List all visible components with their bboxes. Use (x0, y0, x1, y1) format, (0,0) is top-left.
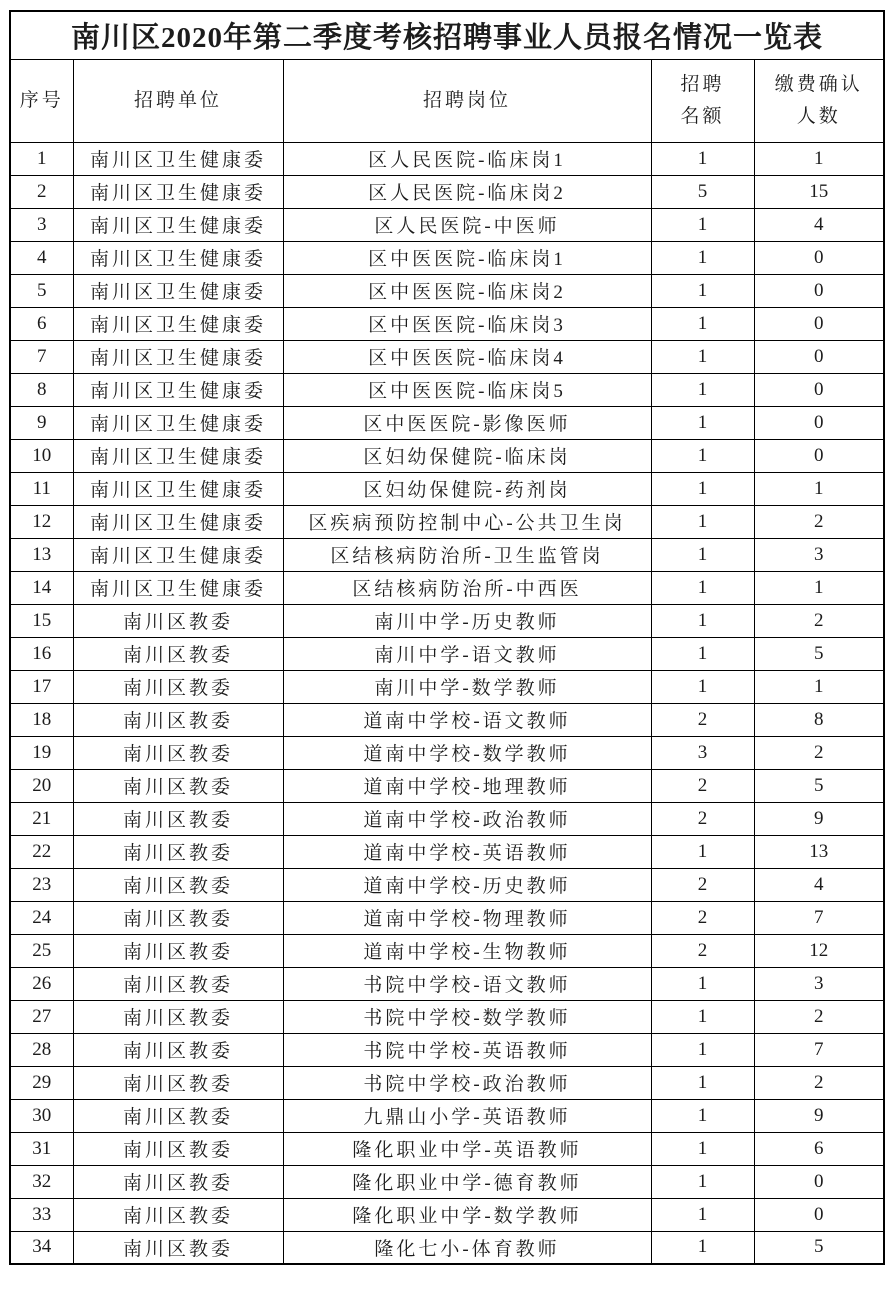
table-row (10, 637, 884, 670)
quota-cell: 1 (651, 835, 754, 868)
confirmed-count-cell: 5 (754, 1231, 884, 1264)
row-index-cell: 10 (10, 439, 73, 472)
page-title: 南川区2020年第二季度考核招聘事业人员报名情况一览表 (10, 11, 884, 59)
table-row (10, 934, 884, 967)
position-cell: 隆化职业中学-德育教师 (283, 1165, 651, 1198)
table-row (10, 835, 884, 868)
unit-cell: 南川区教委 (73, 604, 283, 637)
unit-cell: 南川区教委 (73, 1099, 283, 1132)
confirmed-count-cell: 0 (754, 340, 884, 373)
confirmed-count-cell: 13 (754, 835, 884, 868)
quota-cell: 1 (651, 1132, 754, 1165)
confirmed-count-cell: 9 (754, 1099, 884, 1132)
position-cell: 书院中学校-数学教师 (283, 1000, 651, 1033)
row-index-cell: 29 (10, 1066, 73, 1099)
row-index-cell: 11 (10, 472, 73, 505)
confirmed-count-cell: 2 (754, 736, 884, 769)
unit-cell: 南川区卫生健康委 (73, 439, 283, 472)
unit-cell: 南川区教委 (73, 1132, 283, 1165)
position-cell: 区中医医院-临床岗5 (283, 373, 651, 406)
title-row (10, 11, 884, 59)
position-cell: 九鼎山小学-英语教师 (283, 1099, 651, 1132)
table-row (10, 1033, 884, 1066)
table-body (10, 142, 884, 1264)
table-row (10, 868, 884, 901)
unit-cell: 南川区教委 (73, 736, 283, 769)
table-row (10, 571, 884, 604)
unit-cell: 南川区卫生健康委 (73, 208, 283, 241)
row-index-cell: 1 (10, 142, 73, 175)
quota-cell: 1 (651, 1099, 754, 1132)
unit-cell: 南川区教委 (73, 1231, 283, 1264)
quota-cell: 1 (651, 406, 754, 439)
table-head (10, 11, 884, 142)
confirmed-count-cell: 0 (754, 373, 884, 406)
table-row (10, 736, 884, 769)
row-index-cell: 13 (10, 538, 73, 571)
table-row (10, 901, 884, 934)
row-index-cell: 33 (10, 1198, 73, 1231)
position-cell: 南川中学-语文教师 (283, 637, 651, 670)
position-cell: 南川中学-数学教师 (283, 670, 651, 703)
unit-cell: 南川区卫生健康委 (73, 142, 283, 175)
table-row (10, 1165, 884, 1198)
table-row (10, 1231, 884, 1264)
quota-cell: 1 (651, 538, 754, 571)
column-header-unit-label: 招聘单位 (133, 89, 222, 111)
row-index-cell: 31 (10, 1132, 73, 1165)
row-index-cell: 5 (10, 274, 73, 307)
column-header-index-label: 序号 (19, 89, 64, 111)
quota-cell: 1 (651, 1198, 754, 1231)
quota-cell: 1 (651, 637, 754, 670)
unit-cell: 南川区教委 (73, 703, 283, 736)
unit-cell: 南川区卫生健康委 (73, 472, 283, 505)
table-row (10, 307, 884, 340)
unit-cell: 南川区卫生健康委 (73, 307, 283, 340)
confirmed-count-cell: 3 (754, 967, 884, 1000)
quota-cell: 1 (651, 307, 754, 340)
position-cell: 区妇幼保健院-临床岗 (283, 439, 651, 472)
row-index-cell: 24 (10, 901, 73, 934)
quota-cell: 2 (651, 802, 754, 835)
confirmed-count-cell: 12 (754, 934, 884, 967)
quota-cell: 1 (651, 208, 754, 241)
row-index-cell: 16 (10, 637, 73, 670)
column-header-position-label: 招聘岗位 (422, 89, 511, 111)
row-index-cell: 2 (10, 175, 73, 208)
quota-cell: 2 (651, 934, 754, 967)
confirmed-count-cell: 0 (754, 274, 884, 307)
position-cell: 区结核病防治所-卫生监管岗 (283, 538, 651, 571)
position-cell: 区中医医院-临床岗2 (283, 274, 651, 307)
confirmed-count-cell: 0 (754, 406, 884, 439)
quota-cell: 3 (651, 736, 754, 769)
table-row (10, 505, 884, 538)
quota-cell: 1 (651, 1066, 754, 1099)
row-index-cell: 6 (10, 307, 73, 340)
row-index-cell: 34 (10, 1231, 73, 1264)
row-index-cell: 21 (10, 802, 73, 835)
table-row (10, 472, 884, 505)
column-header-quota-label: 招聘名额 (680, 74, 725, 127)
confirmed-count-cell: 2 (754, 1066, 884, 1099)
table-row (10, 1198, 884, 1231)
confirmed-count-cell: 0 (754, 1198, 884, 1231)
position-cell: 区人民医院-临床岗2 (283, 175, 651, 208)
unit-cell: 南川区教委 (73, 967, 283, 1000)
confirmed-count-cell: 15 (754, 175, 884, 208)
table-row (10, 538, 884, 571)
quota-cell: 1 (651, 274, 754, 307)
unit-cell: 南川区教委 (73, 835, 283, 868)
confirmed-count-cell: 4 (754, 208, 884, 241)
quota-cell: 1 (651, 1033, 754, 1066)
header-row (10, 59, 884, 142)
quota-cell: 1 (651, 340, 754, 373)
quota-cell: 1 (651, 472, 754, 505)
position-cell: 书院中学校-政治教师 (283, 1066, 651, 1099)
row-index-cell: 32 (10, 1165, 73, 1198)
row-index-cell: 18 (10, 703, 73, 736)
quota-cell: 2 (651, 868, 754, 901)
confirmed-count-cell: 7 (754, 901, 884, 934)
table-row (10, 1066, 884, 1099)
row-index-cell: 9 (10, 406, 73, 439)
quota-cell: 1 (651, 142, 754, 175)
table-row (10, 1132, 884, 1165)
row-index-cell: 26 (10, 967, 73, 1000)
confirmed-count-cell: 1 (754, 670, 884, 703)
row-index-cell: 30 (10, 1099, 73, 1132)
column-header-unit (73, 59, 283, 142)
quota-cell: 1 (651, 1231, 754, 1264)
table-row (10, 1000, 884, 1033)
row-index-cell: 14 (10, 571, 73, 604)
quota-cell: 1 (651, 241, 754, 274)
quota-cell: 1 (651, 1000, 754, 1033)
unit-cell: 南川区卫生健康委 (73, 340, 283, 373)
unit-cell: 南川区卫生健康委 (73, 175, 283, 208)
confirmed-count-cell: 1 (754, 142, 884, 175)
row-index-cell: 28 (10, 1033, 73, 1066)
unit-cell: 南川区卫生健康委 (73, 241, 283, 274)
position-cell: 道南中学校-政治教师 (283, 802, 651, 835)
quota-cell: 1 (651, 505, 754, 538)
table-row (10, 241, 884, 274)
position-cell: 区疾病预防控制中心-公共卫生岗 (283, 505, 651, 538)
table-row (10, 604, 884, 637)
column-header-quota (651, 59, 754, 142)
confirmed-count-cell: 2 (754, 604, 884, 637)
table-row (10, 373, 884, 406)
unit-cell: 南川区教委 (73, 637, 283, 670)
row-index-cell: 25 (10, 934, 73, 967)
table-row (10, 274, 884, 307)
position-cell: 区中医医院-影像医师 (283, 406, 651, 439)
confirmed-count-cell: 0 (754, 439, 884, 472)
row-index-cell: 8 (10, 373, 73, 406)
table-row (10, 406, 884, 439)
confirmed-count-cell: 9 (754, 802, 884, 835)
position-cell: 道南中学校-数学教师 (283, 736, 651, 769)
unit-cell: 南川区教委 (73, 1066, 283, 1099)
unit-cell: 南川区教委 (73, 1165, 283, 1198)
unit-cell: 南川区教委 (73, 670, 283, 703)
row-index-cell: 7 (10, 340, 73, 373)
table-row (10, 769, 884, 802)
table-row (10, 340, 884, 373)
position-cell: 书院中学校-语文教师 (283, 967, 651, 1000)
row-index-cell: 23 (10, 868, 73, 901)
column-header-position (283, 59, 651, 142)
confirmed-count-cell: 2 (754, 1000, 884, 1033)
row-index-cell: 4 (10, 241, 73, 274)
position-cell: 道南中学校-地理教师 (283, 769, 651, 802)
quota-cell: 5 (651, 175, 754, 208)
quota-cell: 1 (651, 373, 754, 406)
quota-cell: 1 (651, 604, 754, 637)
column-header-confirmed (754, 59, 884, 142)
position-cell: 隆化七小-体育教师 (283, 1231, 651, 1264)
quota-cell: 2 (651, 901, 754, 934)
table-row (10, 670, 884, 703)
row-index-cell: 22 (10, 835, 73, 868)
position-cell: 书院中学校-英语教师 (283, 1033, 651, 1066)
confirmed-count-cell: 0 (754, 307, 884, 340)
unit-cell: 南川区教委 (73, 901, 283, 934)
confirmed-count-cell: 1 (754, 472, 884, 505)
position-cell: 隆化职业中学-英语教师 (283, 1132, 651, 1165)
unit-cell: 南川区教委 (73, 1000, 283, 1033)
confirmed-count-cell: 8 (754, 703, 884, 736)
row-index-cell: 19 (10, 736, 73, 769)
confirmed-count-cell: 4 (754, 868, 884, 901)
unit-cell: 南川区教委 (73, 868, 283, 901)
quota-cell: 1 (651, 439, 754, 472)
position-cell: 隆化职业中学-数学教师 (283, 1198, 651, 1231)
unit-cell: 南川区卫生健康委 (73, 505, 283, 538)
table-row (10, 967, 884, 1000)
row-index-cell: 15 (10, 604, 73, 637)
position-cell: 道南中学校-语文教师 (283, 703, 651, 736)
column-header-confirmed-label: 缴费确认人数 (774, 74, 863, 127)
confirmed-count-cell: 3 (754, 538, 884, 571)
quota-cell: 1 (651, 1165, 754, 1198)
quota-cell: 2 (651, 769, 754, 802)
table-row (10, 142, 884, 175)
confirmed-count-cell: 5 (754, 637, 884, 670)
quota-cell: 1 (651, 670, 754, 703)
position-cell: 区中医医院-临床岗4 (283, 340, 651, 373)
table-row (10, 802, 884, 835)
confirmed-count-cell: 7 (754, 1033, 884, 1066)
row-index-cell: 12 (10, 505, 73, 538)
unit-cell: 南川区教委 (73, 802, 283, 835)
unit-cell: 南川区卫生健康委 (73, 571, 283, 604)
table-row (10, 208, 884, 241)
unit-cell: 南川区教委 (73, 934, 283, 967)
unit-cell: 南川区教委 (73, 769, 283, 802)
unit-cell: 南川区卫生健康委 (73, 274, 283, 307)
row-index-cell: 3 (10, 208, 73, 241)
table-row (10, 1099, 884, 1132)
unit-cell: 南川区卫生健康委 (73, 406, 283, 439)
column-header-index (10, 59, 73, 142)
quota-cell: 2 (651, 703, 754, 736)
position-cell: 区中医医院-临床岗3 (283, 307, 651, 340)
confirmed-count-cell: 1 (754, 571, 884, 604)
confirmed-count-cell: 5 (754, 769, 884, 802)
confirmed-count-cell: 6 (754, 1132, 884, 1165)
position-cell: 区结核病防治所-中西医 (283, 571, 651, 604)
position-cell: 区中医医院-临床岗1 (283, 241, 651, 274)
unit-cell: 南川区卫生健康委 (73, 538, 283, 571)
recruitment-table (9, 10, 885, 1265)
table-row (10, 439, 884, 472)
row-index-cell: 20 (10, 769, 73, 802)
position-cell: 道南中学校-生物教师 (283, 934, 651, 967)
table-row (10, 175, 884, 208)
unit-cell: 南川区教委 (73, 1198, 283, 1231)
confirmed-count-cell: 0 (754, 241, 884, 274)
row-index-cell: 17 (10, 670, 73, 703)
quota-cell: 1 (651, 967, 754, 1000)
unit-cell: 南川区教委 (73, 1033, 283, 1066)
position-cell: 区妇幼保健院-药剂岗 (283, 472, 651, 505)
row-index-cell: 27 (10, 1000, 73, 1033)
position-cell: 道南中学校-英语教师 (283, 835, 651, 868)
position-cell: 道南中学校-历史教师 (283, 868, 651, 901)
quota-cell: 1 (651, 571, 754, 604)
confirmed-count-cell: 2 (754, 505, 884, 538)
position-cell: 区人民医院-临床岗1 (283, 142, 651, 175)
position-cell: 道南中学校-物理教师 (283, 901, 651, 934)
position-cell: 区人民医院-中医师 (283, 208, 651, 241)
unit-cell: 南川区卫生健康委 (73, 373, 283, 406)
table-row (10, 703, 884, 736)
confirmed-count-cell: 0 (754, 1165, 884, 1198)
position-cell: 南川中学-历史教师 (283, 604, 651, 637)
